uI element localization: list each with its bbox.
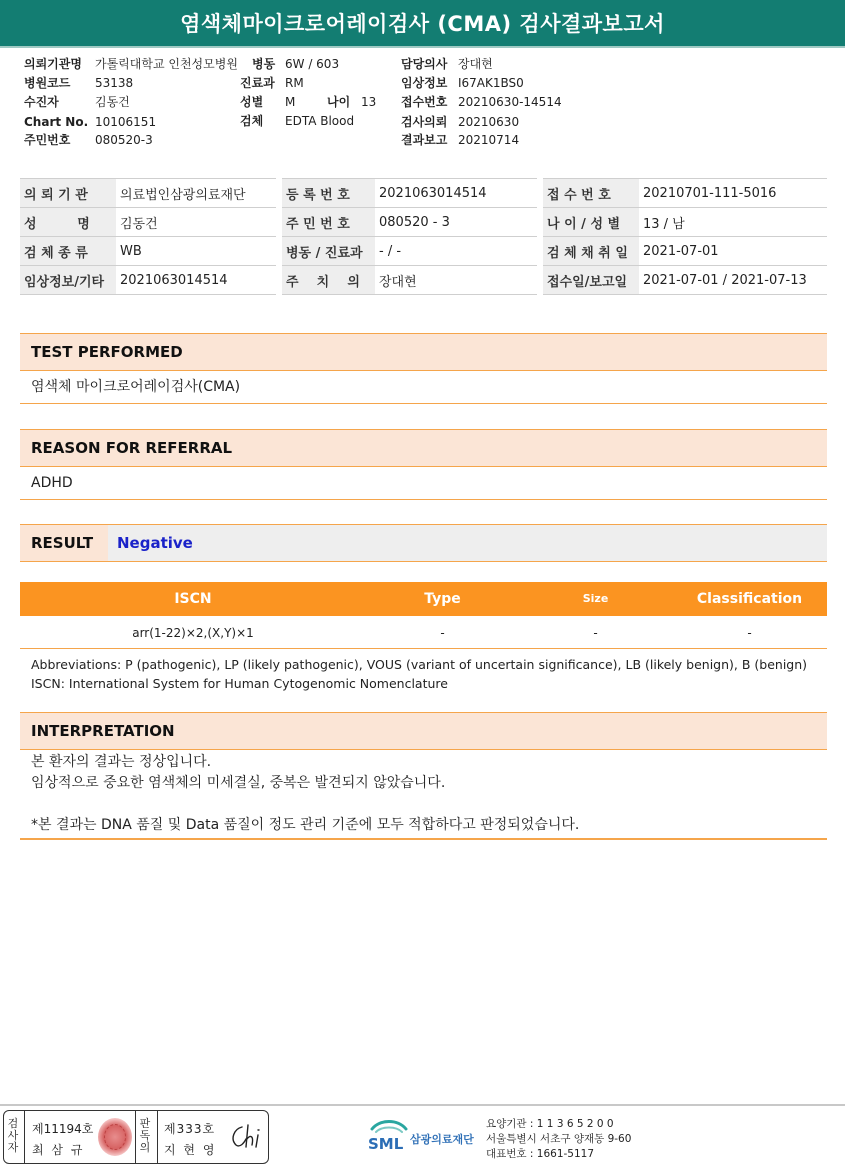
info-label: 병동 / 진료과 bbox=[282, 237, 375, 266]
info-value: 13 / 남 bbox=[639, 208, 827, 237]
rrn-value: 080520-3 bbox=[95, 133, 153, 147]
test-performed-text: 염색체 마이크로어레이검사(CMA) bbox=[20, 371, 827, 404]
col-header-iscn: ISCN bbox=[174, 591, 212, 607]
info-label: 임상정보/기타 bbox=[20, 266, 116, 295]
sex-value: M bbox=[285, 95, 296, 109]
phone: 대표번호 : 1661-5117 bbox=[486, 1148, 595, 1160]
doctor-label: 담당의사 bbox=[401, 57, 448, 71]
abbreviations bbox=[31, 655, 807, 693]
reason-text: ADHD bbox=[20, 467, 827, 500]
confirmer-label-text: 판독의 bbox=[139, 1117, 151, 1154]
age-label: 나이 bbox=[327, 95, 351, 109]
seal-stamp-icon bbox=[98, 1118, 132, 1156]
inspector-label-text: 검사자 bbox=[7, 1117, 19, 1154]
request-label: 검사의뢰 bbox=[401, 115, 448, 129]
ward-value: 6W / 603 bbox=[285, 57, 340, 71]
table-row bbox=[20, 266, 827, 295]
handwritten-signature-icon bbox=[228, 1121, 264, 1153]
info-value: - / - bbox=[375, 237, 537, 266]
result-value: Negative bbox=[117, 534, 193, 552]
interpretation-note: *본 결과는 DNA 품질 및 Data 품질이 정도 관리 기준에 모두 적합하다고 판정되었습니다. bbox=[31, 817, 580, 833]
confirmer-name: 지 현 영 bbox=[164, 1143, 217, 1157]
interpretation-text bbox=[31, 752, 579, 836]
dept-value: RM bbox=[285, 76, 304, 90]
result-row bbox=[20, 524, 827, 562]
inspector-number: 제11194호 bbox=[32, 1122, 94, 1136]
dept-label: 진료과 bbox=[240, 76, 275, 90]
result-label: RESULT bbox=[20, 525, 108, 561]
org-name: 삼광의료재단 bbox=[410, 1133, 474, 1146]
clinical-info-value: I67AK1BS0 bbox=[458, 76, 524, 90]
info-value: 2021-07-01 bbox=[639, 237, 827, 266]
hospital-code-label: 병원코드 bbox=[24, 76, 71, 90]
info-value: 080520 - 3 bbox=[375, 208, 537, 237]
receipt-no-label: 접수번호 bbox=[401, 95, 448, 109]
table-row bbox=[20, 617, 827, 649]
request-value: 20210630 bbox=[458, 115, 520, 129]
title-underline bbox=[0, 46, 845, 48]
confirmer-number: 제333호 bbox=[164, 1122, 216, 1136]
inspector-label bbox=[7, 1118, 21, 1154]
info-label: 성 명 bbox=[20, 208, 116, 237]
footer-divider bbox=[0, 1104, 845, 1106]
specimen-value: EDTA Blood bbox=[285, 114, 355, 128]
inspector-name: 최 삼 규 bbox=[32, 1143, 85, 1157]
interpretation-line: 본 환자의 결과는 정상입니다. bbox=[31, 754, 212, 770]
iscn-table-header bbox=[20, 582, 827, 616]
info-value: 장대현 bbox=[375, 266, 537, 295]
section-divider bbox=[20, 838, 827, 840]
info-label: 등 록 번 호 bbox=[282, 179, 375, 208]
report-value: 20210714 bbox=[458, 133, 520, 147]
interpretation-line: 임상적으로 중요한 염색체의 미세결실, 중복은 발견되지 않았습니다. bbox=[31, 775, 446, 791]
info-value: 2021063014514 bbox=[375, 179, 537, 208]
table-row bbox=[20, 208, 827, 237]
confirmer-label bbox=[139, 1118, 153, 1154]
test-performed-heading: TEST PERFORMED bbox=[20, 333, 827, 371]
table-row bbox=[20, 179, 827, 208]
patient-label: 수진자 bbox=[24, 95, 59, 109]
cell-size: - bbox=[593, 626, 598, 640]
table-row bbox=[20, 237, 827, 266]
divider bbox=[24, 1111, 25, 1163]
report-label: 결과보고 bbox=[401, 133, 448, 147]
info-value: 2021-07-01 / 2021-07-13 bbox=[639, 266, 827, 295]
sex-label: 성별 bbox=[240, 95, 264, 109]
chart-label: Chart No. bbox=[24, 115, 89, 129]
col-header-size: Size bbox=[582, 592, 609, 605]
divider bbox=[135, 1111, 136, 1163]
info-label: 검 체 종 류 bbox=[20, 237, 116, 266]
info-label: 접 수 번 호 bbox=[543, 179, 639, 208]
divider bbox=[157, 1111, 158, 1163]
interpretation-heading: INTERPRETATION bbox=[20, 712, 827, 750]
address: 서울특별시 서초구 양재동 9-60 bbox=[486, 1133, 632, 1145]
doctor-value: 장대현 bbox=[458, 57, 493, 71]
clinical-info-label: 임상정보 bbox=[401, 76, 448, 90]
care-code: 요양기관 : 1 1 3 6 5 2 0 0 bbox=[486, 1118, 614, 1130]
patient-value: 김동건 bbox=[95, 95, 130, 109]
col-header-type: Type bbox=[424, 591, 461, 607]
hospital-code-value: 53138 bbox=[95, 76, 134, 90]
rrn-label: 주민번호 bbox=[24, 133, 71, 147]
col-header-classification: Classification bbox=[696, 591, 803, 607]
info-value: 20210701-111-5016 bbox=[639, 179, 827, 208]
chart-value: 10106151 bbox=[95, 115, 157, 129]
org-contact bbox=[486, 1117, 631, 1162]
institution-value: 가톨릭대학교 인천성모병원 bbox=[95, 57, 238, 71]
iscn-definition-line: ISCN: International System for Human Cytogenomic Nomenclature bbox=[31, 676, 448, 691]
sml-logo-text: SML bbox=[368, 1135, 404, 1153]
info-label: 주 치 의 bbox=[282, 266, 375, 295]
receipt-no-value: 20210630-14514 bbox=[458, 95, 562, 109]
cell-classification: - bbox=[747, 626, 752, 640]
info-label: 의 뢰 기 관 bbox=[20, 179, 116, 208]
signature-box bbox=[3, 1110, 269, 1164]
ward-label: 병동 bbox=[252, 57, 276, 71]
report-title: 염색체마이크로어레이검사 (CMA) 검사결과보고서 bbox=[0, 0, 845, 46]
sml-logo-icon bbox=[366, 1117, 412, 1155]
seal-ring bbox=[104, 1124, 126, 1150]
info-value: 김동건 bbox=[116, 208, 276, 237]
info-value: 2021063014514 bbox=[116, 266, 276, 295]
specimen-label: 검체 bbox=[240, 114, 264, 128]
info-label: 주 민 번 호 bbox=[282, 208, 375, 237]
info-label: 나 이 / 성 별 bbox=[543, 208, 639, 237]
reason-heading: REASON FOR REFERRAL bbox=[20, 429, 827, 467]
info-value: 의료법인삼광의료재단 bbox=[116, 179, 276, 208]
abbreviations-line: Abbreviations: P (pathogenic), LP (likely pathogenic), VOUS (variant of uncertain significance), LB (likely benign), B (benign) bbox=[31, 657, 808, 672]
info-label: 접수일/보고일 bbox=[543, 266, 639, 295]
info-label: 검 체 채 취 일 bbox=[543, 237, 639, 266]
cell-type: - bbox=[440, 626, 445, 640]
cell-iscn: arr(1-22)×2,(X,Y)×1 bbox=[132, 626, 254, 640]
patient-info-table bbox=[20, 178, 827, 295]
age-value: 13 bbox=[361, 95, 377, 109]
info-value: WB bbox=[116, 237, 276, 266]
institution-label: 의뢰기관명 bbox=[24, 57, 82, 71]
